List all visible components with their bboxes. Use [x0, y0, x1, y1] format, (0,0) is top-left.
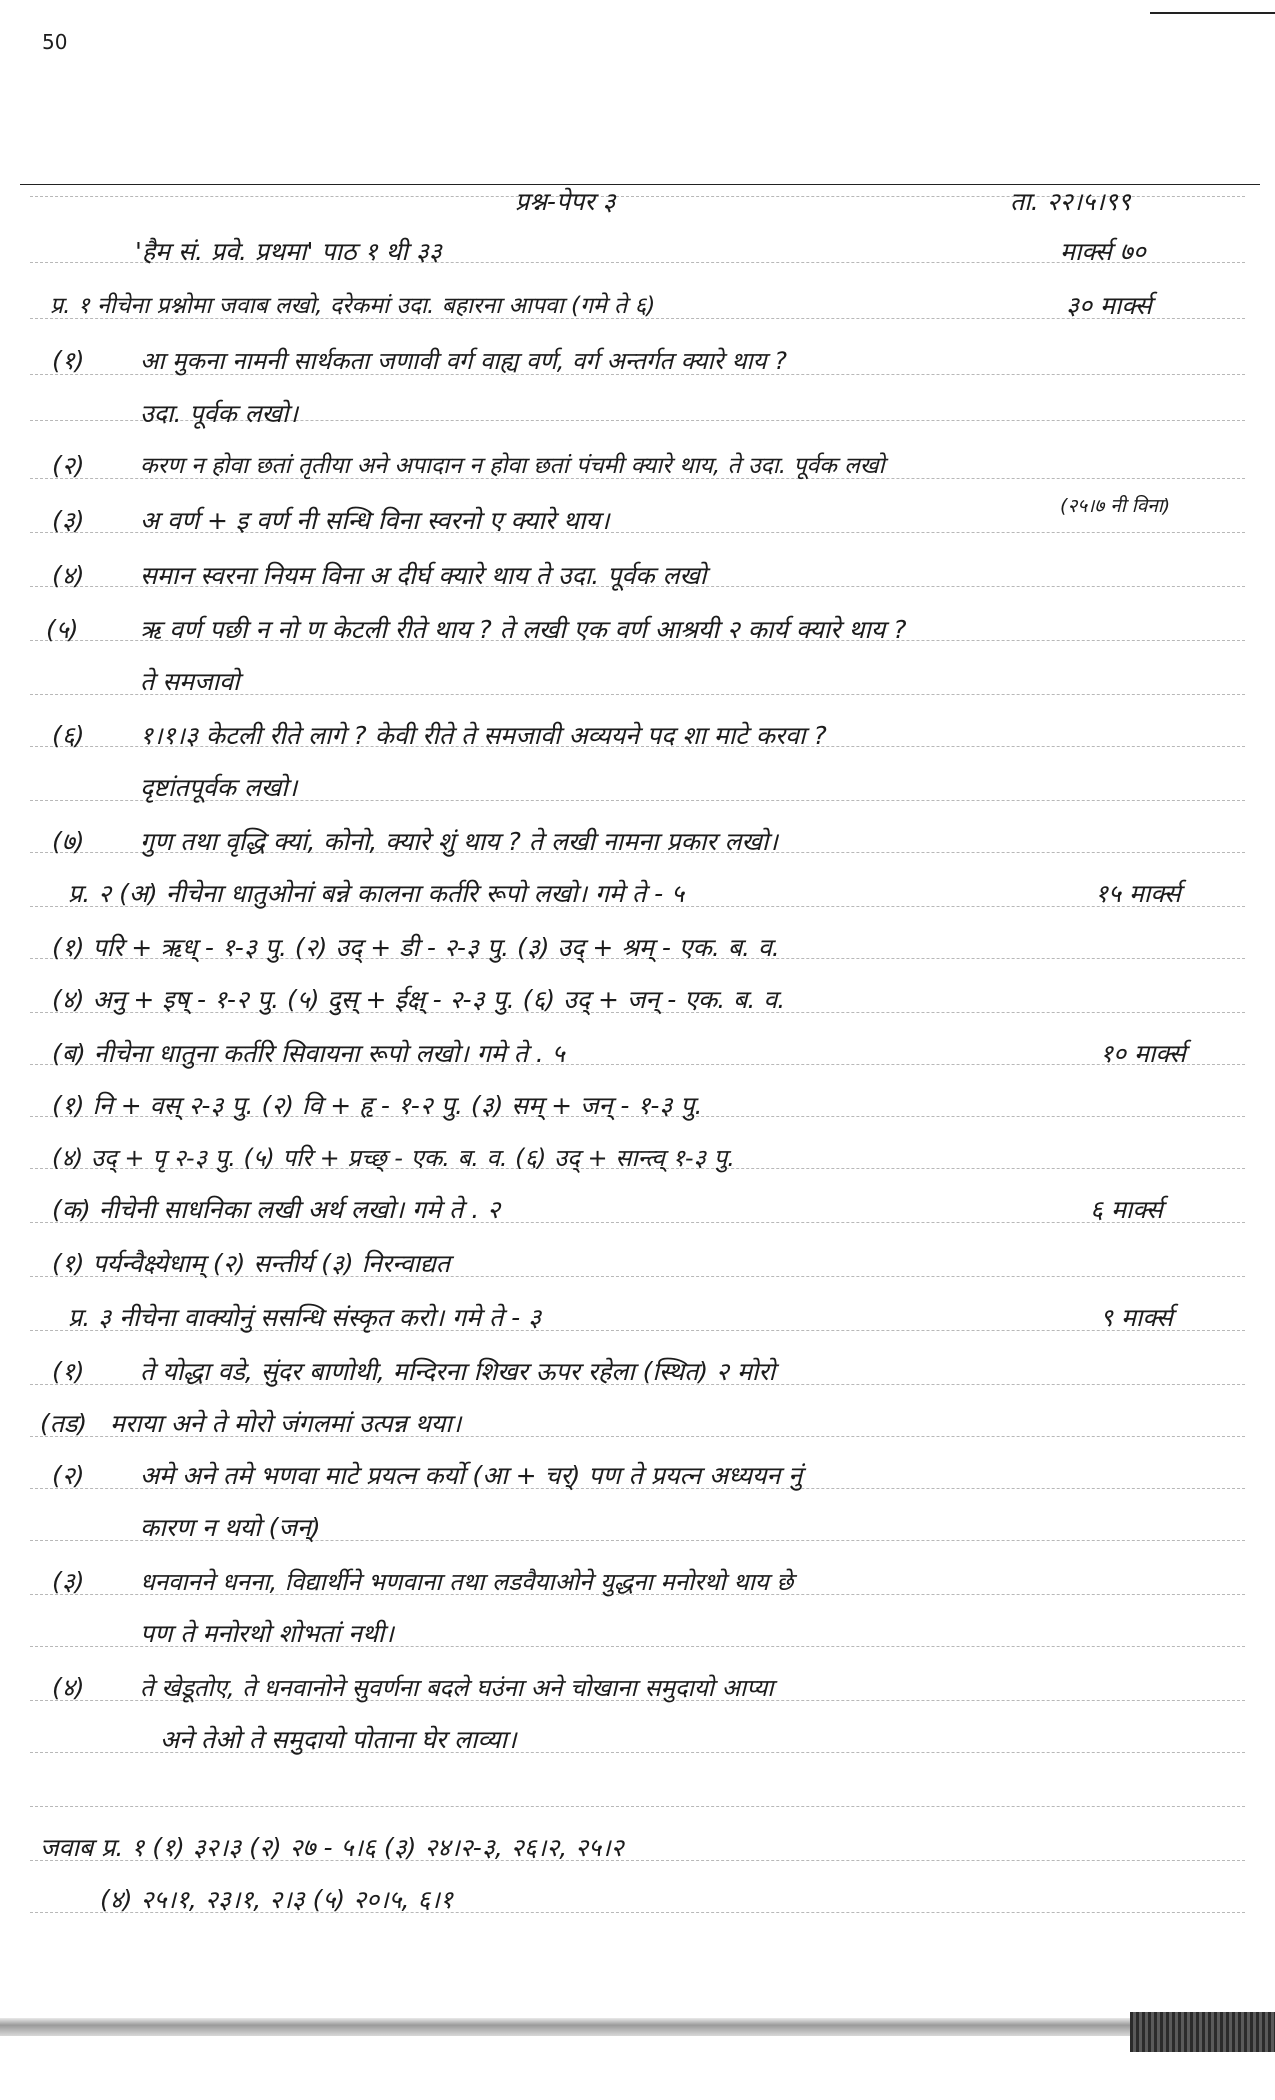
q3-item-num: (४) — [52, 1673, 85, 1702]
q1-item-text: आ मुकना नामनी सार्थकता जणावी वर्ग वाह्य वर्ण, वर्ग अन्तर्गत क्यारे थाय ? — [140, 347, 787, 375]
q3-item-text: मराया अने ते मोरो जंगलमां उत्पन्न थया। — [110, 1409, 462, 1438]
q3-item-text: पण ते मनोरथो शोभतां नथी। — [140, 1619, 394, 1648]
q2b-row: (४) उद् + पृ २-३ पु. (५) परि + प्रच्छ् - एक. ब. व. (६) उद् + सान्त्व् १-३ पु. — [52, 1144, 735, 1172]
q1-side-note: (२५।७ नी विना) — [1060, 495, 1171, 517]
q1-marks: ३० मार्क्स — [1066, 291, 1152, 320]
q1-item-text: समान स्वरना नियम विना अ दीर्घ क्यारे थाय ते उदा. पूर्वक लखो — [140, 561, 707, 590]
answers-line: (४) २५।१, २३।१, २।३ (५) २०।५, ६।१ — [100, 1885, 453, 1914]
paper-date: ता. २२।५।९९ — [1010, 187, 1131, 216]
q2c-row: (१) पर्यन्वैक्ष्येधाम् (२) सन्तीर्य (३) निरन्वाद्यत — [52, 1249, 451, 1278]
scan-artifact-band — [0, 2018, 1275, 2036]
q2a-marks: १५ मार्क्स — [1095, 879, 1181, 908]
q3-item-text: ते योद्धा वडे, सुंदर बाणोथी, मन्दिरना शिखर ऊपर रहेला (स्थित) २ मोरो — [140, 1357, 776, 1386]
q1-item-num: (१) — [52, 346, 85, 375]
q1-item-num: (४) — [52, 561, 85, 590]
q3-item-text: कारण न थयो (जन्) — [140, 1513, 321, 1542]
q3-item-num: (तड) — [40, 1409, 88, 1438]
q1-item-num: (३) — [52, 506, 85, 535]
q3-item-text: अने तेओ ते समुदायो पोताना घेर लाव्या। — [160, 1725, 517, 1754]
q1-item-text: अ वर्ण + इ वर्ण नी सन्धि विना स्वरनो ए क्यारे थाय। — [140, 506, 610, 535]
q3-item-num: (२) — [52, 1461, 85, 1490]
q1-item-num: (६) — [52, 721, 85, 750]
answers-line: जवाब प्र. १ (१) ३२।३ (२) २७ - ५।६ (३) २४।२-३, २६।२, २५।२ — [40, 1833, 624, 1862]
q3-item-num: (३) — [52, 1567, 85, 1596]
q2b-marks: १० मार्क्स — [1100, 1039, 1186, 1068]
q2b-row: (१) नि + वस् २-३ पु. (२) वि + हृ - १-२ पु. (३) सम् + जन् - १-३ पु. — [52, 1091, 703, 1120]
q2c-marks: ६ मार्क्स — [1090, 1195, 1163, 1224]
q3-item-num: (१) — [52, 1357, 85, 1386]
q3-heading: प्र. ३ नीचेना वाक्योनुं ससन्धि संस्कृत करो। गमे ते - ३ — [68, 1303, 542, 1332]
q2b-heading: (ब) नीचेना धातुना कर्तरि सिवायना रूपो लखो। गमे ते . ५ — [52, 1039, 565, 1068]
q3-marks: ९ मार्क्स — [1100, 1303, 1173, 1332]
page-number: 50 — [42, 30, 68, 54]
scan-artifact-corner — [1130, 2012, 1275, 2052]
q3-item-text: ते खेडूतोए, ते धनवानोने सुवर्णना बदले घउंना अने चोखाना समुदायो आप्या — [140, 1674, 774, 1702]
q1-item-text: उदा. पूर्वक लखो। — [140, 399, 298, 428]
q2a-heading: प्र. २ (अ) नीचेना धातुओनां बन्ने कालना कर्तरि रूपो लखो। गमे ते - ५ — [68, 879, 685, 908]
q2a-row: (४) अनु + इष् - १-२ पु. (५) दुस् + ईक्ष् - २-३ पु. (६) उद् + जन् - एक. ब. व. — [52, 985, 786, 1014]
q1-item-text: १।१।३ केटली रीते लागे ? केवी रीते ते समजावी अव्ययने पद शा माटे करवा ? — [140, 721, 827, 750]
scan-edge-line — [1150, 12, 1275, 14]
q1-item-text: ऋ वर्ण पछी न नो ण केटली रीते थाय ? ते लखी एक वर्ण आश्रयी २ कार्य क्यारे थाय ? — [140, 615, 907, 644]
q1-item-text: करण न होवा छतां तृतीया अने अपादान न होवा छतां पंचमी क्यारे थाय, ते उदा. पूर्वक लखो — [140, 453, 885, 479]
q1-item-text: दृष्टांतपूर्वक लखो। — [140, 773, 298, 802]
q1-item-num: (७) — [52, 827, 85, 856]
paper-title: प्रश्न-पेपर ३ — [515, 187, 616, 216]
q1-item-text: गुण तथा वृद्धि क्यां, कोनो, क्यारे शुं थाय ? ते लखी नामना प्रकार लखो। — [140, 827, 778, 856]
q2c-heading: (क) नीचेनी साधनिका लखी अर्थ लखो। गमे ते . २ — [52, 1195, 501, 1224]
q2a-row: (१) परि + ऋध् - १-३ पु. (२) उद् + डी - २-३ पु. (३) उद् + श्रम् - एक. ब. व. — [52, 933, 780, 962]
top-rule — [20, 184, 1260, 185]
paper-subtitle: 'हैम सं. प्रवे. प्रथमा' पाठ १ थी ३३ — [135, 237, 442, 266]
total-marks: मार्क्स ७० — [1060, 237, 1146, 266]
q1-item-num: (५) — [46, 615, 79, 644]
q1-item-num: (२) — [52, 451, 85, 480]
q1-item-text: ते समजावो — [140, 667, 240, 696]
q3-item-text: अमे अने तमे भणवा माटे प्रयत्न कर्यो (आ + चर्) पण ते प्रयत्न अध्ययन नुं — [140, 1461, 803, 1490]
q1-heading: प्र. १ नीचेना प्रश्नोमा जवाब लखो, दरेकमां उदा. बहारना आपवा (गमे ते ६) — [50, 293, 656, 319]
ruled-line — [30, 1806, 1245, 1807]
q3-item-text: धनवानने धनना, विद्यार्थीने भणवाना तथा लडवैयाओने युद्धना मनोरथो थाय छे — [140, 1568, 794, 1596]
